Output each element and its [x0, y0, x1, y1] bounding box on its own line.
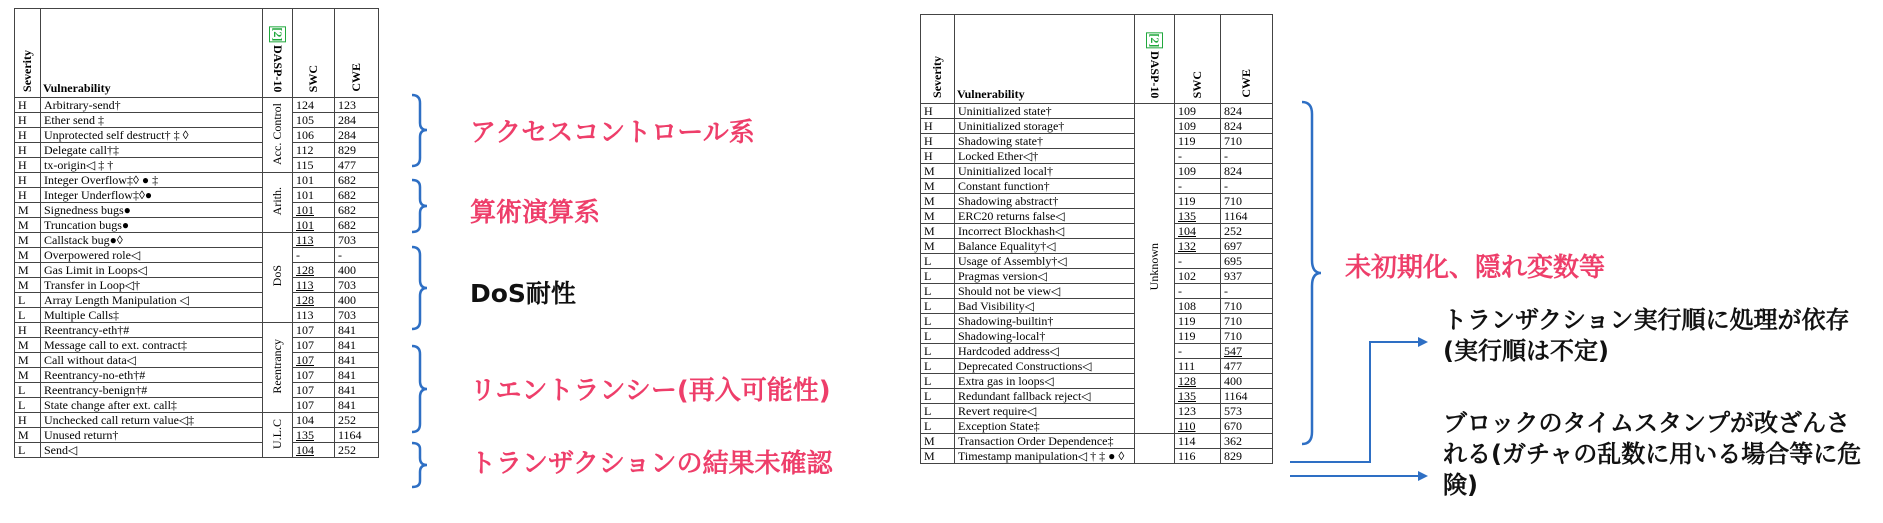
swc-cell: 107 — [293, 383, 335, 398]
cwe-cell: 547 — [1221, 344, 1273, 359]
cwe-header: CWE — [1221, 15, 1273, 104]
category-cell — [1135, 104, 1175, 434]
cwe-header: CWE — [335, 9, 379, 98]
cwe-cell: 710 — [1221, 194, 1273, 209]
dasp-header: DASP-10 [2] — [1135, 15, 1175, 104]
severity-cell: L — [921, 389, 955, 404]
brace-dos — [410, 245, 430, 331]
swc-cell: 113 — [293, 308, 335, 323]
swc-cell: 123 — [1175, 404, 1221, 419]
table-row — [15, 443, 379, 458]
severity-cell: M — [15, 218, 41, 233]
table-row — [15, 368, 379, 383]
swc-cell: 104 — [293, 443, 335, 458]
vulnerability-cell: Shadowing-local† — [955, 329, 1135, 344]
vulnerability-cell: Uninitialized local† — [955, 164, 1135, 179]
table-row — [15, 308, 379, 323]
severity-cell: L — [921, 419, 955, 434]
cwe-cell: 682 — [335, 173, 379, 188]
vulnerability-cell: Message call to ext. contract‡ — [41, 338, 263, 353]
vulnerability-cell: Transfer in Loop◁† — [41, 278, 263, 293]
swc-cell: 114 — [1175, 434, 1221, 449]
cwe-cell: - — [335, 248, 379, 263]
table-row — [921, 119, 1273, 134]
cwe-cell: 252 — [1221, 224, 1273, 239]
swc-cell: 132 — [1175, 239, 1221, 254]
vulnerability-cell: Redundant fallback reject◁ — [955, 389, 1135, 404]
swc-cell: 119 — [1175, 314, 1221, 329]
table-row — [15, 428, 379, 443]
cwe-cell: 703 — [335, 233, 379, 248]
table-row — [921, 134, 1273, 149]
severity-cell: H — [921, 119, 955, 134]
severity-cell: M — [921, 179, 955, 194]
vulnerability-cell: Bad Visibility◁ — [955, 299, 1135, 314]
label-unchecked: トランザクションの結果未確認 — [470, 449, 833, 479]
vulnerability-cell: Exception State‡ — [955, 419, 1135, 434]
swc-cell: - — [1175, 344, 1221, 359]
severity-cell: M — [15, 368, 41, 383]
vulnerability-cell: Integer Underflow‡◊● — [41, 188, 263, 203]
vulnerability-cell: Timestamp manipulation◁ † ‡ ● ◊ — [955, 449, 1135, 464]
severity-cell: H — [921, 134, 955, 149]
vulnerability-cell: Signedness bugs● — [41, 203, 263, 218]
severity-cell: M — [15, 353, 41, 368]
vulnerability-cell: Reentrancy-eth†# — [41, 323, 263, 338]
vulnerability-cell: Should not be view◁ — [955, 284, 1135, 299]
label-dos: DoS耐性 — [470, 279, 576, 308]
severity-cell: L — [921, 374, 955, 389]
category-cell — [263, 323, 293, 413]
swc-cell: 108 — [1175, 299, 1221, 314]
severity-cell: L — [921, 269, 955, 284]
category-cell — [263, 413, 293, 458]
table-row — [15, 203, 379, 218]
cwe-cell: - — [1221, 284, 1273, 299]
severity-cell: M — [921, 434, 955, 449]
severity-header: Severity — [15, 9, 41, 98]
category-cell — [263, 98, 293, 173]
vulnerability-cell: Revert require◁ — [955, 404, 1135, 419]
vulnerability-cell: Integer Overflow‡◊ ● ‡ — [41, 173, 263, 188]
cwe-cell: 710 — [1221, 299, 1273, 314]
swc-cell: 104 — [293, 413, 335, 428]
vulnerability-cell: State change after ext. call‡ — [41, 398, 263, 413]
dasp-header: DASP-10 [2] — [263, 9, 293, 98]
vulnerability-cell: tx-origin◁ ‡ † — [41, 158, 263, 173]
severity-cell: L — [921, 284, 955, 299]
swc-cell: - — [1175, 179, 1221, 194]
severity-cell: L — [921, 299, 955, 314]
severity-cell: M — [15, 233, 41, 248]
table-row — [921, 179, 1273, 194]
vulnerability-cell: Hardcoded address◁ — [955, 344, 1135, 359]
severity-cell: H — [921, 149, 955, 164]
swc-cell: 102 — [1175, 269, 1221, 284]
cwe-cell: 400 — [1221, 374, 1273, 389]
swc-cell: 135 — [1175, 389, 1221, 404]
cwe-cell: 829 — [1221, 449, 1273, 464]
table-row — [15, 278, 379, 293]
swc-cell: 111 — [1175, 359, 1221, 374]
severity-cell: L — [15, 308, 41, 323]
swc-cell: 119 — [1175, 134, 1221, 149]
cwe-cell: 400 — [335, 263, 379, 278]
swc-cell: 101 — [293, 203, 335, 218]
cwe-cell: 697 — [1221, 239, 1273, 254]
cwe-cell: 824 — [1221, 119, 1273, 134]
severity-cell: L — [15, 383, 41, 398]
cwe-cell: 710 — [1221, 134, 1273, 149]
cwe-cell: 682 — [335, 203, 379, 218]
vulnerability-cell: Delegate call†‡ — [41, 143, 263, 158]
severity-cell: M — [921, 209, 955, 224]
swc-header: SWC — [293, 9, 335, 98]
table-row — [921, 284, 1273, 299]
table-row — [15, 263, 379, 278]
severity-cell: L — [921, 254, 955, 269]
table-row — [15, 218, 379, 233]
vulnerability-cell: Gas Limit in Loops◁ — [41, 263, 263, 278]
vulnerability-cell: Balance Equality†◁ — [955, 239, 1135, 254]
table-row — [921, 359, 1273, 374]
vulnerability-cell: Locked Ether◁† — [955, 149, 1135, 164]
vulnerability-cell: Unchecked call return value◁‡ — [41, 413, 263, 428]
cwe-cell: 695 — [1221, 254, 1273, 269]
swc-cell: - — [1175, 254, 1221, 269]
swc-cell: 109 — [1175, 164, 1221, 179]
swc-cell: 101 — [293, 173, 335, 188]
table-row — [15, 128, 379, 143]
table-row — [15, 188, 379, 203]
swc-cell: 124 — [293, 98, 335, 113]
swc-cell: - — [293, 248, 335, 263]
severity-cell: L — [15, 398, 41, 413]
severity-cell: H — [921, 104, 955, 119]
severity-cell: L — [921, 404, 955, 419]
vulnerability-cell: Shadowing abstract† — [955, 194, 1135, 209]
cwe-cell: 937 — [1221, 269, 1273, 284]
cwe-cell: 682 — [335, 188, 379, 203]
vulnerability-cell: Array Length Manipulation ◁ — [41, 293, 263, 308]
table-row — [921, 104, 1273, 119]
table-row — [921, 299, 1273, 314]
cwe-cell: 477 — [335, 158, 379, 173]
vulnerability-cell: Extra gas in loops◁ — [955, 374, 1135, 389]
table-row — [15, 158, 379, 173]
swc-cell: 119 — [1175, 194, 1221, 209]
cwe-cell: 703 — [335, 308, 379, 323]
table-row — [15, 173, 379, 188]
swc-cell: 112 — [293, 143, 335, 158]
brace-unchecked — [410, 441, 430, 489]
vulnerability-cell: Uninitialized state† — [955, 104, 1135, 119]
label-arithmetic: 算術演算系 — [470, 198, 601, 228]
table-row — [15, 248, 379, 263]
brace-reentrancy — [410, 344, 430, 434]
table-row — [921, 209, 1273, 224]
swc-cell: 109 — [1175, 104, 1221, 119]
cwe-cell: 573 — [1221, 404, 1273, 419]
cwe-cell: 252 — [335, 443, 379, 458]
cwe-cell: - — [1221, 179, 1273, 194]
cwe-cell: 123 — [335, 98, 379, 113]
category-label: Reentrancy — [270, 338, 284, 394]
category-label: Unknown — [1147, 243, 1161, 291]
table-row — [15, 113, 379, 128]
table-row — [15, 143, 379, 158]
table-row — [15, 293, 379, 308]
table-row — [921, 329, 1273, 344]
brace-access-control — [410, 93, 430, 168]
severity-header: Severity — [921, 15, 955, 104]
severity-cell: H — [15, 158, 41, 173]
severity-cell: H — [15, 188, 41, 203]
category-cell — [263, 233, 293, 323]
severity-cell: M — [921, 164, 955, 179]
category-label: DoS — [270, 265, 284, 287]
severity-cell: H — [15, 98, 41, 113]
swc-cell: 105 — [293, 113, 335, 128]
severity-cell: M — [921, 449, 955, 464]
swc-cell: 113 — [293, 278, 335, 293]
vulnerability-cell: Unused return† — [41, 428, 263, 443]
table-row — [921, 404, 1273, 419]
cwe-cell: 703 — [335, 278, 379, 293]
table-row — [15, 233, 379, 248]
brace-arithmetic — [410, 178, 430, 234]
table-row — [15, 398, 379, 413]
swc-cell: - — [1175, 149, 1221, 164]
table-row — [15, 383, 379, 398]
swc-cell: - — [1175, 284, 1221, 299]
vulnerability-cell: Transaction Order Dependence‡ — [955, 434, 1135, 449]
category-cell — [263, 173, 293, 233]
label-access-control: アクセスコントロール系 — [470, 118, 755, 148]
arrow-connectors — [1290, 330, 1430, 490]
table-row — [921, 374, 1273, 389]
severity-cell: M — [15, 278, 41, 293]
swc-cell: 115 — [293, 158, 335, 173]
cwe-cell: 252 — [335, 413, 379, 428]
vulnerability-cell: Uninitialized storage† — [955, 119, 1135, 134]
swc-cell: 119 — [1175, 329, 1221, 344]
cwe-cell: 362 — [1221, 434, 1273, 449]
cwe-cell: 824 — [1221, 164, 1273, 179]
cwe-cell: 841 — [335, 338, 379, 353]
table-row — [921, 314, 1273, 329]
swc-cell: 116 — [1175, 449, 1221, 464]
severity-cell: L — [921, 359, 955, 374]
left-vulnerability-table — [14, 8, 379, 458]
table-row — [15, 353, 379, 368]
cwe-cell: - — [1221, 149, 1273, 164]
vulnerability-cell: Multiple Calls‡ — [41, 308, 263, 323]
table-row — [921, 269, 1273, 284]
right-vulnerability-table — [920, 14, 1273, 464]
table-row — [921, 194, 1273, 209]
cwe-cell: 841 — [335, 323, 379, 338]
vulnerability-cell: Arbitrary-send† — [41, 98, 263, 113]
vulnerability-cell: Usage of Assembly†◁ — [955, 254, 1135, 269]
cwe-cell: 841 — [335, 368, 379, 383]
citation-badge: [2] — [271, 26, 285, 41]
swc-cell: 107 — [293, 338, 335, 353]
table-row — [921, 224, 1273, 239]
severity-cell: L — [921, 344, 955, 359]
right-table-body — [921, 104, 1273, 464]
category-label: Acc. Control — [270, 102, 284, 165]
swc-cell: 107 — [293, 398, 335, 413]
vulnerability-cell: Overpowered role◁ — [41, 248, 263, 263]
vulnerability-cell: Ether send ‡ — [41, 113, 263, 128]
table-row — [921, 344, 1273, 359]
vulnerability-header: Vulnerability — [41, 9, 263, 98]
swc-cell: 101 — [293, 188, 335, 203]
cwe-cell: 841 — [335, 353, 379, 368]
swc-cell: 110 — [1175, 419, 1221, 434]
citation-badge: [2] — [1148, 32, 1162, 47]
swc-cell: 128 — [293, 263, 335, 278]
note-transaction-order: トランザクション実行順に処理が依存(実行順は不定) — [1443, 306, 1850, 365]
cwe-cell: 284 — [335, 128, 379, 143]
table-row — [921, 239, 1273, 254]
severity-cell: M — [15, 248, 41, 263]
swc-cell: 104 — [1175, 224, 1221, 239]
cwe-cell: 710 — [1221, 314, 1273, 329]
cwe-cell: 1164 — [1221, 389, 1273, 404]
swc-cell: 107 — [293, 368, 335, 383]
severity-cell: M — [15, 203, 41, 218]
swc-header: SWC — [1175, 15, 1221, 104]
vulnerability-cell: Send◁ — [41, 443, 263, 458]
category-cell — [1135, 434, 1175, 464]
vulnerability-cell: Reentrancy-no-eth†# — [41, 368, 263, 383]
table-row — [921, 389, 1273, 404]
table-row — [921, 419, 1273, 434]
vulnerability-cell: Constant function† — [955, 179, 1135, 194]
cwe-cell: 841 — [335, 398, 379, 413]
vulnerability-cell: ERC20 returns false◁ — [955, 209, 1135, 224]
cwe-cell: 841 — [335, 383, 379, 398]
category-label: Arith. — [270, 186, 284, 216]
swc-cell: 109 — [1175, 119, 1221, 134]
category-label: U.L.C — [270, 418, 284, 449]
swc-cell: 107 — [293, 323, 335, 338]
swc-cell: 128 — [293, 293, 335, 308]
swc-cell: 135 — [1175, 209, 1221, 224]
table-row — [15, 323, 379, 338]
vulnerability-cell: Pragmas version◁ — [955, 269, 1135, 284]
cwe-cell: 829 — [335, 143, 379, 158]
severity-cell: L — [921, 314, 955, 329]
severity-cell: M — [921, 239, 955, 254]
vulnerability-cell: Shadowing state† — [955, 134, 1135, 149]
severity-cell: M — [921, 224, 955, 239]
table-row — [15, 98, 379, 113]
table-row — [921, 149, 1273, 164]
cwe-cell: 710 — [1221, 329, 1273, 344]
cwe-cell: 682 — [335, 218, 379, 233]
vulnerability-cell: Deprecated Constructions◁ — [955, 359, 1135, 374]
vulnerability-cell: Shadowing-builtin† — [955, 314, 1135, 329]
severity-cell: M — [921, 194, 955, 209]
severity-cell: L — [15, 293, 41, 308]
cwe-cell: 284 — [335, 113, 379, 128]
severity-cell: H — [15, 128, 41, 143]
note-timestamp: ブロックのタイムスタンプが改ざんされる(ガチャの乱数に用いる場合等に危険) — [1443, 409, 1862, 499]
swc-cell: 106 — [293, 128, 335, 143]
swc-cell: 135 — [293, 428, 335, 443]
vulnerability-header: Vulnerability — [955, 15, 1135, 104]
table-row — [921, 164, 1273, 179]
swc-cell: 101 — [293, 218, 335, 233]
severity-cell: L — [921, 329, 955, 344]
swc-cell: 107 — [293, 353, 335, 368]
table-row — [921, 254, 1273, 269]
cwe-cell: 477 — [1221, 359, 1273, 374]
left-table-body — [15, 98, 379, 458]
severity-cell: H — [15, 413, 41, 428]
cwe-cell: 1164 — [335, 428, 379, 443]
severity-cell: M — [15, 338, 41, 353]
vulnerability-cell: Reentrancy-benign†# — [41, 383, 263, 398]
vulnerability-cell: Unprotected self destruct† ‡ ◊ — [41, 128, 263, 143]
cwe-cell: 670 — [1221, 419, 1273, 434]
cwe-cell: 1164 — [1221, 209, 1273, 224]
vulnerability-cell: Incorrect Blockhash◁ — [955, 224, 1135, 239]
cwe-cell: 824 — [1221, 104, 1273, 119]
table-row — [15, 413, 379, 428]
vulnerability-cell: Truncation bugs● — [41, 218, 263, 233]
swc-cell: 113 — [293, 233, 335, 248]
severity-cell: M — [15, 263, 41, 278]
table-row — [921, 449, 1273, 464]
label-uninitialized: 未初期化、隠れ変数等 — [1345, 253, 1606, 283]
table-row — [15, 338, 379, 353]
table-row — [921, 434, 1273, 449]
severity-cell: H — [15, 323, 41, 338]
label-reentrancy: リエントランシー(再入可能性) — [470, 376, 831, 406]
severity-cell: H — [15, 143, 41, 158]
severity-cell: H — [15, 173, 41, 188]
cwe-cell: 400 — [335, 293, 379, 308]
severity-cell: M — [15, 428, 41, 443]
vulnerability-cell: Call without data◁ — [41, 353, 263, 368]
severity-cell: H — [15, 113, 41, 128]
vulnerability-cell: Callstack bug●◊ — [41, 233, 263, 248]
swc-cell: 128 — [1175, 374, 1221, 389]
severity-cell: L — [15, 443, 41, 458]
